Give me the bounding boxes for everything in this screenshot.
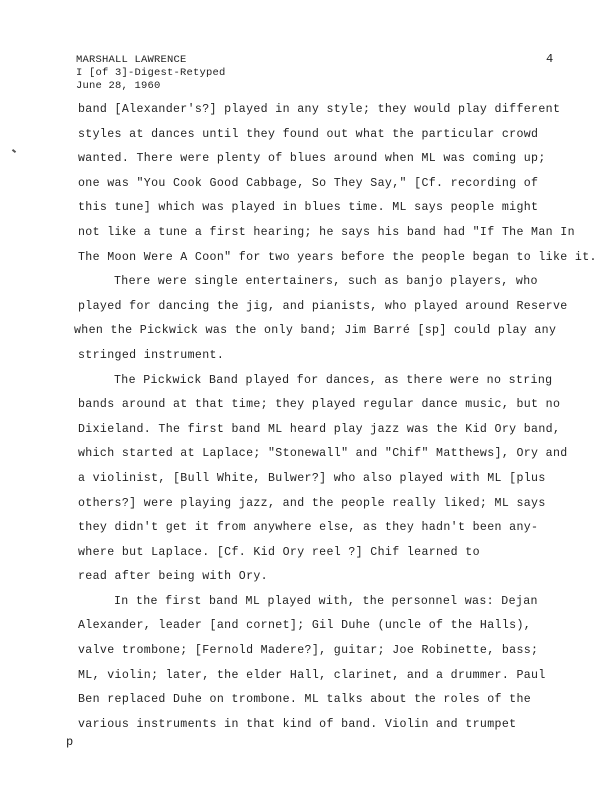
text-line: valve trombone; [Fernold Madere?], guitar; Joe Robinette, bass; (78, 644, 539, 658)
header-date: June 28, 1960 (76, 80, 161, 92)
body-text (74, 98, 597, 737)
header-reel: I [of 3]-Digest-Retyped (76, 67, 226, 79)
text-line: others?] were playing jazz, and the people really liked; ML says (78, 496, 546, 510)
text-line: ML, violin; later, the elder Hall, clarinet, and a drummer. Paul (78, 668, 546, 682)
text-line: The Pickwick Band played for dances, as there were no string (114, 373, 553, 387)
text-line: Ben replaced Duhe on trombone. ML talks about the roles of the (78, 693, 532, 707)
page-number: 4 (546, 52, 554, 66)
text-line: where but Laplace. [Cf. Kid Ory reel ?] Chif learned to (78, 545, 480, 559)
text-line: The Moon Were A Coon" for two years before the people began to like it. (78, 250, 597, 264)
text-line: styles at dances until they found out what the particular crowd (78, 127, 539, 141)
text-line: band [Alexander's?] played in any style; they would play different (78, 103, 561, 116)
text-line: played for dancing the jig, and pianists, who played around Reserve (78, 299, 568, 313)
text-line: which started at Laplace; "Stonewall" and "Chif" Matthews], Ory and (78, 447, 568, 461)
text-line: when the Pickwick was the only band; Jim Barré [sp] could play any (74, 324, 557, 338)
text-line: bands around at that time; they played regular dance music, but no (78, 398, 561, 412)
footer-mark: p (66, 735, 74, 749)
text-line: this tune] which was played in blues time. ML says people might (78, 201, 539, 215)
text-line: In the first band ML played with, the personnel was: Dejan (114, 594, 538, 608)
header-name: MARSHALL LAWRENCE (76, 54, 187, 66)
stray-mark (12, 149, 16, 153)
text-line: Dixieland. The first band ML heard play jazz was the Kid Ory band, (78, 422, 561, 436)
text-line: There were single entertainers, such as banjo players, who (114, 275, 538, 289)
text-line: wanted. There were plenty of blues around when ML was coming up; (78, 152, 546, 166)
text-line: a violinist, [Bull White, Bulwer?] who also played with ML [plus (78, 471, 546, 485)
text-line: they didn't get it from anywhere else, as they hadn't been any- (78, 521, 539, 535)
text-line: various instruments in that kind of band. Violin and trumpet (78, 717, 517, 731)
text-line: Alexander, leader [and cornet]; Gil Duhe (uncle of the Halls), (78, 619, 532, 633)
text-line: stringed instrument. (78, 348, 225, 362)
text-line: read after being with Ory. (78, 570, 268, 584)
text-line: one was "You Cook Good Cabbage, So They Say," [Cf. recording of (78, 176, 539, 190)
text-line: not like a tune a first hearing; he says his band had "If The Man In (78, 225, 575, 239)
document-header (76, 54, 226, 93)
